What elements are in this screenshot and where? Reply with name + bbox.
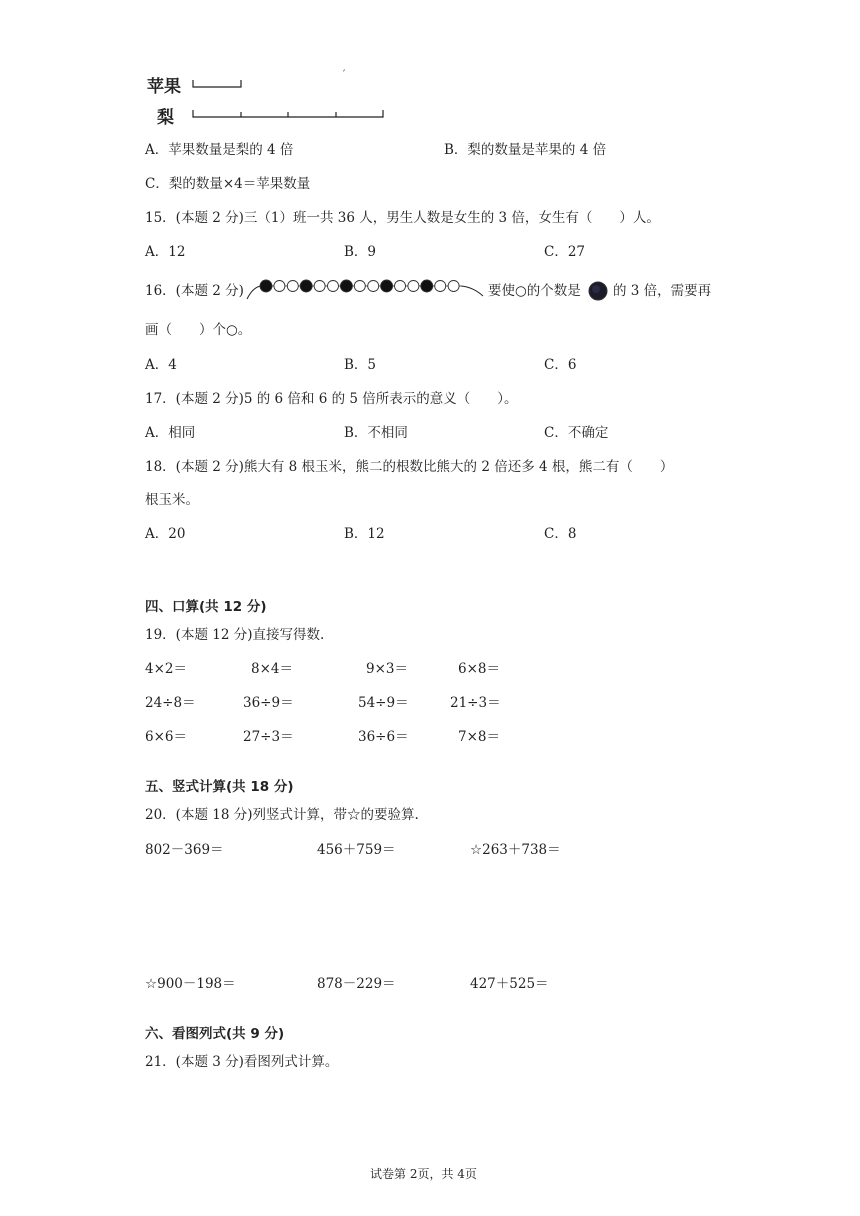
section4-title: 四、口算(共 12 分) xyxy=(145,599,267,615)
pear-segment-diagram xyxy=(0,0,860,130)
q16-middle: 要使○的个数是 xyxy=(488,283,581,299)
dark-circle-icon xyxy=(588,281,610,303)
open-bead xyxy=(435,281,446,292)
filled-bead xyxy=(340,280,352,292)
filled-bead xyxy=(381,280,393,292)
oral-calc-item: 27÷3＝ xyxy=(243,729,294,745)
q14-option-a: A．苹果数量是梨的 4 倍 xyxy=(145,142,294,158)
pear-label: 梨 xyxy=(157,108,174,128)
q18-line2: 根玉米。 xyxy=(145,492,199,508)
oral-calc-item: 36÷6＝ xyxy=(358,729,409,745)
q14-option-c: C．梨的数量×4＝苹果数量 xyxy=(145,176,311,192)
bead-string-figure xyxy=(245,275,490,305)
svg-text:ˊ: ˊ xyxy=(341,70,346,81)
section5-title: 五、竖式计算(共 18 分) xyxy=(145,779,294,795)
q16-option-a: A．4 xyxy=(145,357,177,373)
q18-option-b: B．12 xyxy=(344,526,385,542)
open-bead xyxy=(274,281,285,292)
q18-stem: 18．(本题 2 分)熊大有 8 根玉米，熊二的根数比熊大的 2 倍还多 4 根，熊二有（ ） xyxy=(145,459,674,475)
q21-stem: 21．(本题 3 分)看图列式计算。 xyxy=(145,1054,339,1070)
q17-option-a: A．相同 xyxy=(145,425,196,441)
oral-calc-item: 9×3＝ xyxy=(366,661,408,677)
page-footer: 试卷第 2页，共 4页 xyxy=(370,1167,477,1181)
q16-option-b: B．5 xyxy=(344,357,377,373)
q15-option-b: B．9 xyxy=(344,244,377,260)
q17-option-b: B．不相同 xyxy=(344,425,408,441)
vertical-calc-item: 427＋525＝ xyxy=(470,976,549,992)
oral-calc-item: 4×2＝ xyxy=(145,661,187,677)
vertical-calc-item: ☆263＋738＝ xyxy=(470,842,561,858)
oral-calc-item: 21÷3＝ xyxy=(450,695,501,711)
oral-calc-item: 6×6＝ xyxy=(145,729,187,745)
apple-label: 苹果 xyxy=(147,77,181,97)
q19-stem: 19．(本题 12 分)直接写得数. xyxy=(145,627,325,643)
q16-suffix: 的 3 倍，需要再 xyxy=(613,283,712,299)
oral-calc-item: 54÷9＝ xyxy=(358,695,409,711)
open-bead xyxy=(328,281,339,292)
open-bead xyxy=(287,281,298,292)
q15-option-c: C．27 xyxy=(544,244,586,260)
filled-bead xyxy=(260,280,272,292)
q16-option-c: C．6 xyxy=(544,357,577,373)
section6-title: 六、看图列式(共 9 分) xyxy=(145,1026,285,1042)
open-bead xyxy=(354,281,365,292)
q20-stem: 20．(本题 18 分)列竖式计算，带☆的要验算. xyxy=(145,807,419,823)
vertical-calc-item: ☆900－198＝ xyxy=(145,976,236,992)
q18-option-c: C．8 xyxy=(544,526,577,542)
oral-calc-item: 7×8＝ xyxy=(458,729,500,745)
q18-option-a: A．20 xyxy=(145,526,186,542)
open-bead xyxy=(408,281,419,292)
q17-stem: 17．(本题 2 分)5 的 6 倍和 6 的 5 倍所表示的意义（ ）。 xyxy=(145,391,518,407)
filled-bead xyxy=(421,280,433,292)
vertical-calc-item: 456＋759＝ xyxy=(317,842,396,858)
filled-bead xyxy=(300,280,312,292)
oral-calc-item: 8×4＝ xyxy=(251,661,293,677)
open-bead xyxy=(314,281,325,292)
open-bead xyxy=(448,281,459,292)
q15-stem: 15．(本题 2 分)三（1）班一共 36 人，男生人数是女生的 3 倍，女生有（ ）人。 xyxy=(145,210,660,226)
oral-calc-item: 6×8＝ xyxy=(458,661,500,677)
q16-prefix: 16．(本题 2 分) xyxy=(145,283,244,299)
vertical-calc-item: 802－369＝ xyxy=(145,842,224,858)
oral-calc-item: 24÷8＝ xyxy=(145,695,196,711)
q16-line2: 画（ ）个○。 xyxy=(145,322,252,338)
q14-option-b: B．梨的数量是苹果的 4 倍 xyxy=(444,142,607,158)
q17-option-c: C．不确定 xyxy=(544,425,609,441)
q15-option-a: A．12 xyxy=(145,244,186,260)
oral-calc-item: 36÷9＝ xyxy=(243,695,294,711)
vertical-calc-item: 878－229＝ xyxy=(317,976,396,992)
open-bead xyxy=(368,281,379,292)
open-bead xyxy=(395,281,406,292)
